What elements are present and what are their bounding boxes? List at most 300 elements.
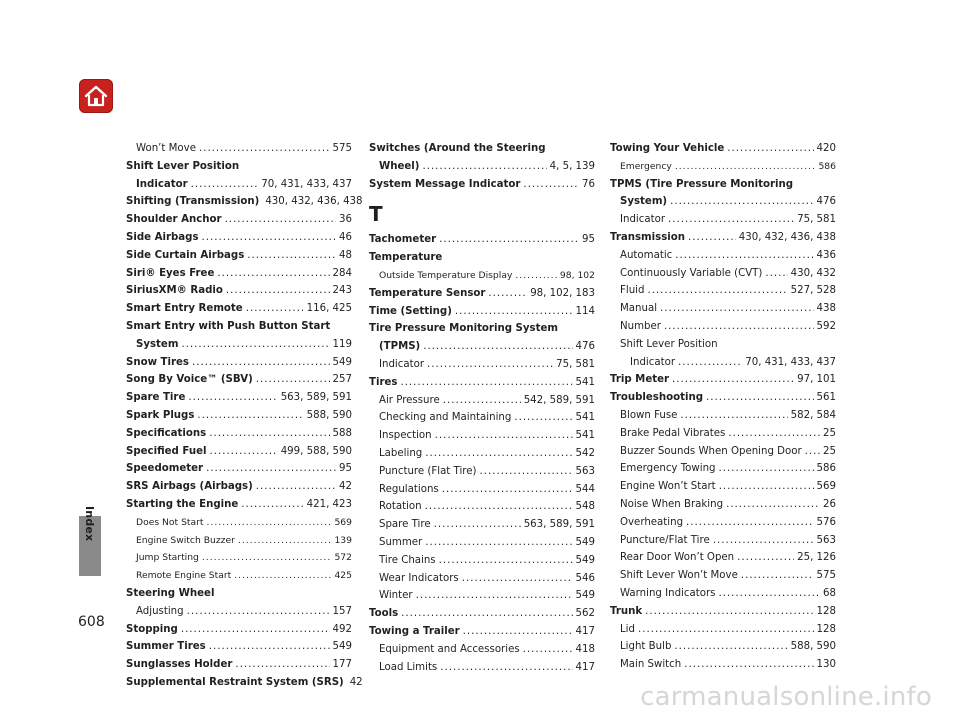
index-entry-pages[interactable]: 257 <box>332 374 352 386</box>
leader-dots <box>664 318 814 336</box>
index-entry-term: Remote Engine Start <box>136 570 232 582</box>
index-entry[interactable] <box>369 392 595 410</box>
index-entry[interactable] <box>126 193 363 211</box>
index-entry-term: Emergency <box>620 160 672 172</box>
leader-dots <box>672 371 794 389</box>
leader-dots <box>523 176 579 194</box>
index-entry-pages[interactable]: 436 <box>816 249 836 261</box>
index-entry-pages[interactable]: 25 <box>823 445 836 457</box>
leader-dots <box>422 158 546 176</box>
index-entry-term: Siri® Eyes Free <box>126 267 215 279</box>
index-column-2-top <box>369 140 595 193</box>
index-entry-term: Overheating <box>620 516 684 528</box>
index-entry[interactable] <box>126 443 352 461</box>
index-entry-term: Number <box>620 320 661 332</box>
index-entry[interactable] <box>126 532 352 550</box>
index-entry[interactable] <box>126 229 352 247</box>
index-entry-term: Warning Indicators <box>620 587 716 599</box>
index-entry-term: Spare Tire <box>379 519 431 531</box>
leader-dots <box>435 427 573 445</box>
index-entry[interactable] <box>126 282 352 300</box>
leader-dots <box>226 282 330 300</box>
index-entry-pages[interactable]: 561 <box>816 392 836 404</box>
index-entry-pages[interactable]: 98, 102 <box>559 269 595 281</box>
leader-dots <box>727 140 813 158</box>
leader-dots <box>400 374 572 392</box>
index-column-2-bottom <box>369 231 595 676</box>
index-entry[interactable] <box>610 158 836 176</box>
index-entry-pages[interactable]: 575 <box>816 570 836 582</box>
index-entry[interactable] <box>369 285 595 303</box>
index-entry[interactable] <box>369 641 595 659</box>
index-entry-term: Indicator <box>379 358 425 370</box>
index-entry[interactable] <box>369 267 595 285</box>
index-entry-term: Manual <box>620 303 658 315</box>
index-entry[interactable] <box>126 389 352 407</box>
index-entry[interactable] <box>610 229 836 247</box>
index-entry-term: Labeling <box>379 447 423 459</box>
index-entry[interactable] <box>126 371 352 389</box>
leader-dots <box>256 478 336 496</box>
index-entry-term: Tools <box>369 608 399 620</box>
index-entry-pages[interactable]: 75, 581 <box>556 358 595 370</box>
leader-dots <box>680 407 787 425</box>
index-entry-pages[interactable]: 128 <box>816 605 836 617</box>
index-entry[interactable] <box>126 176 352 194</box>
index-entry[interactable] <box>369 605 595 623</box>
index-entry-pages[interactable]: 417 <box>575 661 595 673</box>
leader-dots <box>425 498 573 516</box>
index-entry[interactable] <box>369 374 595 392</box>
home-button[interactable] <box>79 79 113 113</box>
index-entry[interactable] <box>126 603 352 621</box>
index-entry[interactable] <box>610 549 836 567</box>
index-entry-term: Tachometer <box>369 234 437 246</box>
index-entry[interactable] <box>610 425 836 443</box>
index-entry-pages[interactable]: 546 <box>575 572 595 584</box>
index-entry-pages[interactable]: 548 <box>575 501 595 513</box>
index-entry[interactable] <box>610 211 836 229</box>
index-entry[interactable] <box>369 445 595 463</box>
index-entry[interactable] <box>369 463 595 481</box>
index-entry-term: Temperature Sensor <box>369 287 486 299</box>
index-entry-pages[interactable]: 95 <box>582 234 595 246</box>
index-entry-pages[interactable]: 425 <box>334 570 352 582</box>
index-entry-pages[interactable]: 25, 126 <box>797 552 836 564</box>
leader-dots <box>199 140 330 158</box>
index-entry[interactable] <box>126 656 352 674</box>
index-entry[interactable] <box>126 567 352 585</box>
index-entry-pages[interactable]: 582, 584 <box>790 409 836 421</box>
index-entry-pages[interactable]: 98, 102, 183 <box>530 287 595 299</box>
leader-dots <box>719 478 814 496</box>
index-entry-term: Time (Setting) <box>369 305 452 317</box>
index-entry-term: Buzzer Sounds When Opening Door <box>620 445 802 457</box>
index-entry[interactable] <box>610 265 836 283</box>
index-entry-term: Smart Entry Remote <box>126 303 243 315</box>
leader-dots <box>463 623 573 641</box>
index-entry-pages[interactable]: 476 <box>575 341 595 353</box>
index-entry-term: Fluid <box>620 285 645 297</box>
index-entry-pages[interactable]: 75, 581 <box>797 214 836 226</box>
index-entry[interactable] <box>126 211 352 229</box>
index-entry[interactable] <box>369 356 595 374</box>
index-entry-pages[interactable]: 421, 423 <box>306 498 352 510</box>
index-entry-pages[interactable]: 243 <box>332 285 352 297</box>
index-entry-term: Shifting (Transmission) <box>126 196 260 208</box>
leader-dots <box>765 265 787 283</box>
leader-dots <box>206 460 336 478</box>
index-entry[interactable] <box>126 265 352 283</box>
index-entry-pages[interactable]: 76 <box>582 178 595 190</box>
index-entry[interactable] <box>610 460 836 478</box>
index-entry-pages[interactable]: 563 <box>575 465 595 477</box>
index-entry-pages[interactable]: 430, 432 <box>790 267 836 279</box>
index-entry[interactable] <box>126 425 352 443</box>
index-entry[interactable] <box>610 585 836 603</box>
index-entry-pages[interactable]: 576 <box>816 516 836 528</box>
index-entry-pages[interactable]: 42 <box>339 481 352 493</box>
index-entry-term: Winter <box>379 590 413 602</box>
index-entry[interactable] <box>126 585 352 603</box>
leader-dots <box>678 354 742 372</box>
index-entry[interactable] <box>126 460 352 478</box>
index-entry-pages[interactable]: 177 <box>332 659 352 671</box>
index-entry-pages[interactable]: 492 <box>332 623 352 635</box>
watermark: carmanualsonline.info <box>640 682 932 712</box>
index-entry-pages[interactable]: 417 <box>575 625 595 637</box>
index-entry-term: Indicator <box>136 178 188 190</box>
index-entry-term: Snow Tires <box>126 356 189 368</box>
index-entry[interactable] <box>369 570 595 588</box>
index-entry[interactable] <box>369 498 595 516</box>
index-entry-pages[interactable]: 116, 425 <box>306 303 352 315</box>
index-entry-term: (TPMS) <box>379 341 421 353</box>
index-entry-pages[interactable]: 97, 101 <box>797 374 836 386</box>
index-entry[interactable] <box>610 621 836 639</box>
leader-dots <box>197 407 303 425</box>
leader-dots <box>192 354 330 372</box>
index-entry-pages[interactable]: 575 <box>332 143 352 154</box>
leader-dots <box>191 176 259 194</box>
index-entry-term: Indicator <box>620 214 666 226</box>
index-entry[interactable] <box>610 336 836 354</box>
index-entry-pages[interactable]: 95 <box>339 463 352 475</box>
index-entry-pages[interactable]: 563, 589, 591 <box>523 519 595 531</box>
index-entry-pages[interactable]: 562 <box>575 608 595 620</box>
index-entry-pages[interactable]: 25 <box>823 427 836 439</box>
index-entry-pages[interactable]: 527, 528 <box>790 285 836 297</box>
leader-dots <box>728 425 820 443</box>
index-entry[interactable] <box>369 338 595 356</box>
index-entry[interactable] <box>369 158 595 176</box>
index-entry-term: Summer Tires <box>126 641 206 653</box>
index-entry[interactable] <box>610 567 836 585</box>
index-entry-term: Spark Plugs <box>126 409 195 421</box>
index-entry[interactable] <box>610 514 836 532</box>
index-entry-pages[interactable]: 541 <box>575 376 595 388</box>
leader-dots <box>188 389 277 407</box>
index-entry-term: Indicator <box>630 356 676 368</box>
index-entry[interactable] <box>369 623 595 641</box>
index-entry-term: Brake Pedal Vibrates <box>620 427 726 439</box>
index-entry-pages[interactable]: 586 <box>816 463 836 475</box>
index-entry[interactable] <box>610 247 836 265</box>
index-entry[interactable] <box>126 407 352 425</box>
index-entry-term: Switches (Around the Steering <box>369 143 546 154</box>
index-entry-term: Engine Won’t Start <box>620 481 716 493</box>
index-entry[interactable] <box>369 534 595 552</box>
index-entry-term: Towing Your Vehicle <box>610 143 725 154</box>
index-entry-pages[interactable]: 549 <box>575 536 595 548</box>
leader-dots <box>686 514 814 532</box>
index-entry-pages[interactable]: 499, 588, 590 <box>280 445 352 457</box>
index-entry[interactable] <box>369 140 595 158</box>
index-entry-term: Tire Chains <box>379 554 436 566</box>
index-entry-term: Regulations <box>379 483 439 495</box>
index-entry-term: Does Not Start <box>136 516 204 528</box>
index-entry-pages[interactable]: 438 <box>816 303 836 315</box>
index-entry-term: Shift Lever Won’t Move <box>620 570 738 582</box>
index-entry[interactable] <box>369 516 595 534</box>
index-entry-term: Side Airbags <box>126 231 199 243</box>
index-entry-pages[interactable]: 549 <box>332 641 352 653</box>
leader-dots <box>514 409 572 427</box>
index-entry-term: Adjusting <box>136 605 184 617</box>
leader-dots <box>488 285 527 303</box>
index-entry-pages[interactable]: 588, 590 <box>306 409 352 421</box>
leader-dots <box>523 641 573 659</box>
leader-dots <box>706 389 814 407</box>
leader-dots <box>660 300 814 318</box>
index-entry[interactable] <box>369 231 595 249</box>
index-entry-term: Noise When Braking <box>620 498 724 510</box>
index-entry-term: System) <box>620 196 668 208</box>
index-entry[interactable] <box>610 656 836 674</box>
leader-dots <box>462 570 573 588</box>
index-entry[interactable] <box>369 481 595 499</box>
index-entry[interactable] <box>610 603 836 621</box>
index-entry[interactable] <box>610 193 836 211</box>
index-entry-term: Spare Tire <box>126 392 186 404</box>
index-entry[interactable] <box>126 638 352 656</box>
index-entry-pages[interactable]: 130 <box>816 659 836 671</box>
index-entry[interactable] <box>126 514 352 532</box>
leader-dots <box>235 656 329 674</box>
leader-dots <box>209 425 329 443</box>
index-entry[interactable] <box>610 443 836 461</box>
index-entry-pages[interactable]: 563, 589, 591 <box>280 392 352 404</box>
index-entry[interactable] <box>126 247 352 265</box>
index-entry-pages[interactable]: 70, 431, 433, 437 <box>261 178 352 190</box>
index-entry-term: Transmission <box>610 231 686 243</box>
index-entry[interactable] <box>126 300 352 318</box>
index-entry-pages[interactable]: 586 <box>818 160 836 172</box>
index-entry-term: TPMS (Tire Pressure Monitoring <box>610 178 794 190</box>
index-entry-term: Wheel) <box>379 160 420 172</box>
index-entry-pages[interactable]: 542, 589, 591 <box>523 394 595 406</box>
index-entry-pages[interactable]: 119 <box>332 338 352 350</box>
index-entry-pages[interactable]: 128 <box>816 623 836 635</box>
leader-dots <box>675 247 813 265</box>
leader-dots <box>181 621 330 639</box>
index-entry[interactable] <box>369 320 595 338</box>
leader-dots <box>234 567 331 585</box>
index-entry[interactable] <box>369 587 595 605</box>
index-entry-term: Jump Starting <box>136 552 199 564</box>
index-entry[interactable] <box>610 478 836 496</box>
index-entry-pages[interactable]: 592 <box>816 320 836 332</box>
index-entry-term: Shift Lever Position <box>620 338 718 350</box>
index-entry-term: Puncture (Flat Tire) <box>379 465 477 477</box>
index-entry-pages[interactable]: 157 <box>332 605 352 617</box>
index-entry-pages[interactable]: 430, 432, 436, 438 <box>265 196 363 208</box>
leader-dots <box>515 267 557 285</box>
index-entry-pages[interactable]: 46 <box>339 231 352 243</box>
leader-dots <box>718 585 820 603</box>
index-entry-term: Smart Entry with Push Button Start <box>126 320 331 332</box>
leader-dots <box>241 496 303 514</box>
index-entry-pages[interactable]: 569 <box>816 481 836 493</box>
index-entry[interactable] <box>369 659 595 677</box>
index-entry-pages[interactable]: 48 <box>339 249 352 261</box>
index-entry[interactable] <box>126 318 352 336</box>
index-entry[interactable] <box>610 282 836 300</box>
leader-dots <box>647 282 787 300</box>
index-entry-pages[interactable]: 68 <box>823 587 836 599</box>
index-entry-term: Wear Indicators <box>379 572 459 584</box>
index-column-1 <box>126 140 363 692</box>
index-entry-term: Shoulder Anchor <box>126 214 222 226</box>
index-entry-pages[interactable]: 418 <box>575 643 595 655</box>
index-entry-term: SiriusXM® Radio <box>126 285 223 297</box>
index-entry[interactable] <box>610 176 836 194</box>
index-entry[interactable] <box>369 409 595 427</box>
index-entry[interactable] <box>369 249 595 267</box>
index-entry[interactable] <box>126 354 352 372</box>
index-entry-pages[interactable]: 588 <box>332 427 352 439</box>
index-entry-term: Temperature <box>369 252 443 264</box>
index-entry-pages[interactable]: 284 <box>332 267 352 279</box>
leader-dots <box>645 603 813 621</box>
leader-dots <box>684 656 813 674</box>
index-entry[interactable] <box>610 318 836 336</box>
index-entry-pages[interactable]: 549 <box>332 356 352 368</box>
index-entry-pages[interactable]: 420 <box>816 143 836 154</box>
index-entry[interactable] <box>126 674 363 692</box>
index-entry-term: Specifications <box>126 427 207 439</box>
leader-dots <box>440 659 572 677</box>
index-entry-term: Checking and Maintaining <box>379 412 512 424</box>
index-entry[interactable] <box>126 478 352 496</box>
index-entry-term: Summer <box>379 536 423 548</box>
index-entry[interactable] <box>610 300 836 318</box>
leader-dots <box>442 481 573 499</box>
index-entry[interactable] <box>369 176 595 194</box>
index-entry-pages[interactable]: 549 <box>575 554 595 566</box>
index-entry-pages[interactable]: 569 <box>334 516 352 528</box>
leader-dots <box>805 443 820 461</box>
leader-dots <box>202 229 337 247</box>
leader-dots <box>688 229 736 247</box>
index-entry-pages[interactable]: 26 <box>823 498 836 510</box>
index-entry[interactable] <box>610 371 836 389</box>
leader-dots <box>675 158 816 176</box>
index-entry-term: Engine Switch Buzzer <box>136 534 235 546</box>
index-entry[interactable] <box>610 140 836 158</box>
index-entry-pages[interactable]: 563 <box>816 534 836 546</box>
index-entry-pages[interactable]: 430, 432, 436, 438 <box>738 231 836 243</box>
leader-dots <box>425 534 572 552</box>
index-entry-term: Trip Meter <box>610 374 670 386</box>
leader-dots <box>202 549 332 567</box>
index-entry-term: Puncture/Flat Tire <box>620 534 710 546</box>
index-entry-term: Song By Voice™ (SBV) <box>126 374 253 386</box>
index-entry-pages[interactable]: 4, 5, 139 <box>549 160 595 172</box>
index-entry[interactable] <box>610 496 836 514</box>
index-entry-pages[interactable]: 572 <box>334 552 352 564</box>
leader-dots <box>638 621 814 639</box>
leader-dots <box>719 460 814 478</box>
index-entry-pages[interactable]: 114 <box>575 305 595 317</box>
index-entry-term: Outside Temperature Display <box>379 269 513 281</box>
index-entry-term: Air Pressure <box>379 394 440 406</box>
index-entry[interactable] <box>610 407 836 425</box>
index-entry-term: Shift Lever Position <box>126 160 240 172</box>
index-entry[interactable] <box>369 427 595 445</box>
index-entry[interactable] <box>126 496 352 514</box>
index-entry-term: Main Switch <box>620 659 682 671</box>
index-entry[interactable] <box>610 532 836 550</box>
index-entry-pages[interactable]: 541 <box>575 412 595 424</box>
index-entry[interactable] <box>610 638 836 656</box>
index-entry[interactable] <box>610 354 836 372</box>
index-entry[interactable] <box>126 158 352 176</box>
index-entry[interactable] <box>610 389 836 407</box>
index-entry-term: Equipment and Accessories <box>379 643 520 655</box>
leader-dots <box>427 356 553 374</box>
index-entry-pages[interactable]: 42 <box>349 676 363 688</box>
index-entry[interactable] <box>126 140 352 158</box>
index-entry[interactable] <box>126 549 352 567</box>
index-entry-pages[interactable]: 541 <box>575 430 595 442</box>
leader-dots <box>443 392 521 410</box>
index-entry-term: Lid <box>620 623 635 635</box>
index-entry-pages[interactable]: 139 <box>334 534 352 546</box>
leader-dots <box>225 211 336 229</box>
index-entry-pages[interactable]: 544 <box>575 483 595 495</box>
index-entry-pages[interactable]: 542 <box>575 447 595 459</box>
index-entry[interactable] <box>369 552 595 570</box>
leader-dots <box>741 567 814 585</box>
index-entry-term: Supplemental Restraint System (SRS) <box>126 676 344 688</box>
leader-dots <box>423 338 572 356</box>
index-entry-term: Load Limits <box>379 661 438 673</box>
index-entry-pages[interactable]: 588, 590 <box>790 641 836 653</box>
index-entry-pages[interactable]: 476 <box>816 196 836 208</box>
index-entry[interactable] <box>369 303 595 321</box>
index-entry[interactable] <box>126 621 352 639</box>
index-entry-pages[interactable]: 36 <box>339 214 352 226</box>
index-entry[interactable] <box>126 336 352 354</box>
index-entry-pages[interactable]: 70, 431, 433, 437 <box>745 356 836 368</box>
index-entry-term: Light Bulb <box>620 641 672 653</box>
leader-dots <box>455 303 573 321</box>
index-entry-term: Troubleshooting <box>610 392 704 404</box>
leader-dots <box>737 549 794 567</box>
leader-dots <box>726 496 820 514</box>
index-entry-pages[interactable]: 549 <box>575 590 595 602</box>
